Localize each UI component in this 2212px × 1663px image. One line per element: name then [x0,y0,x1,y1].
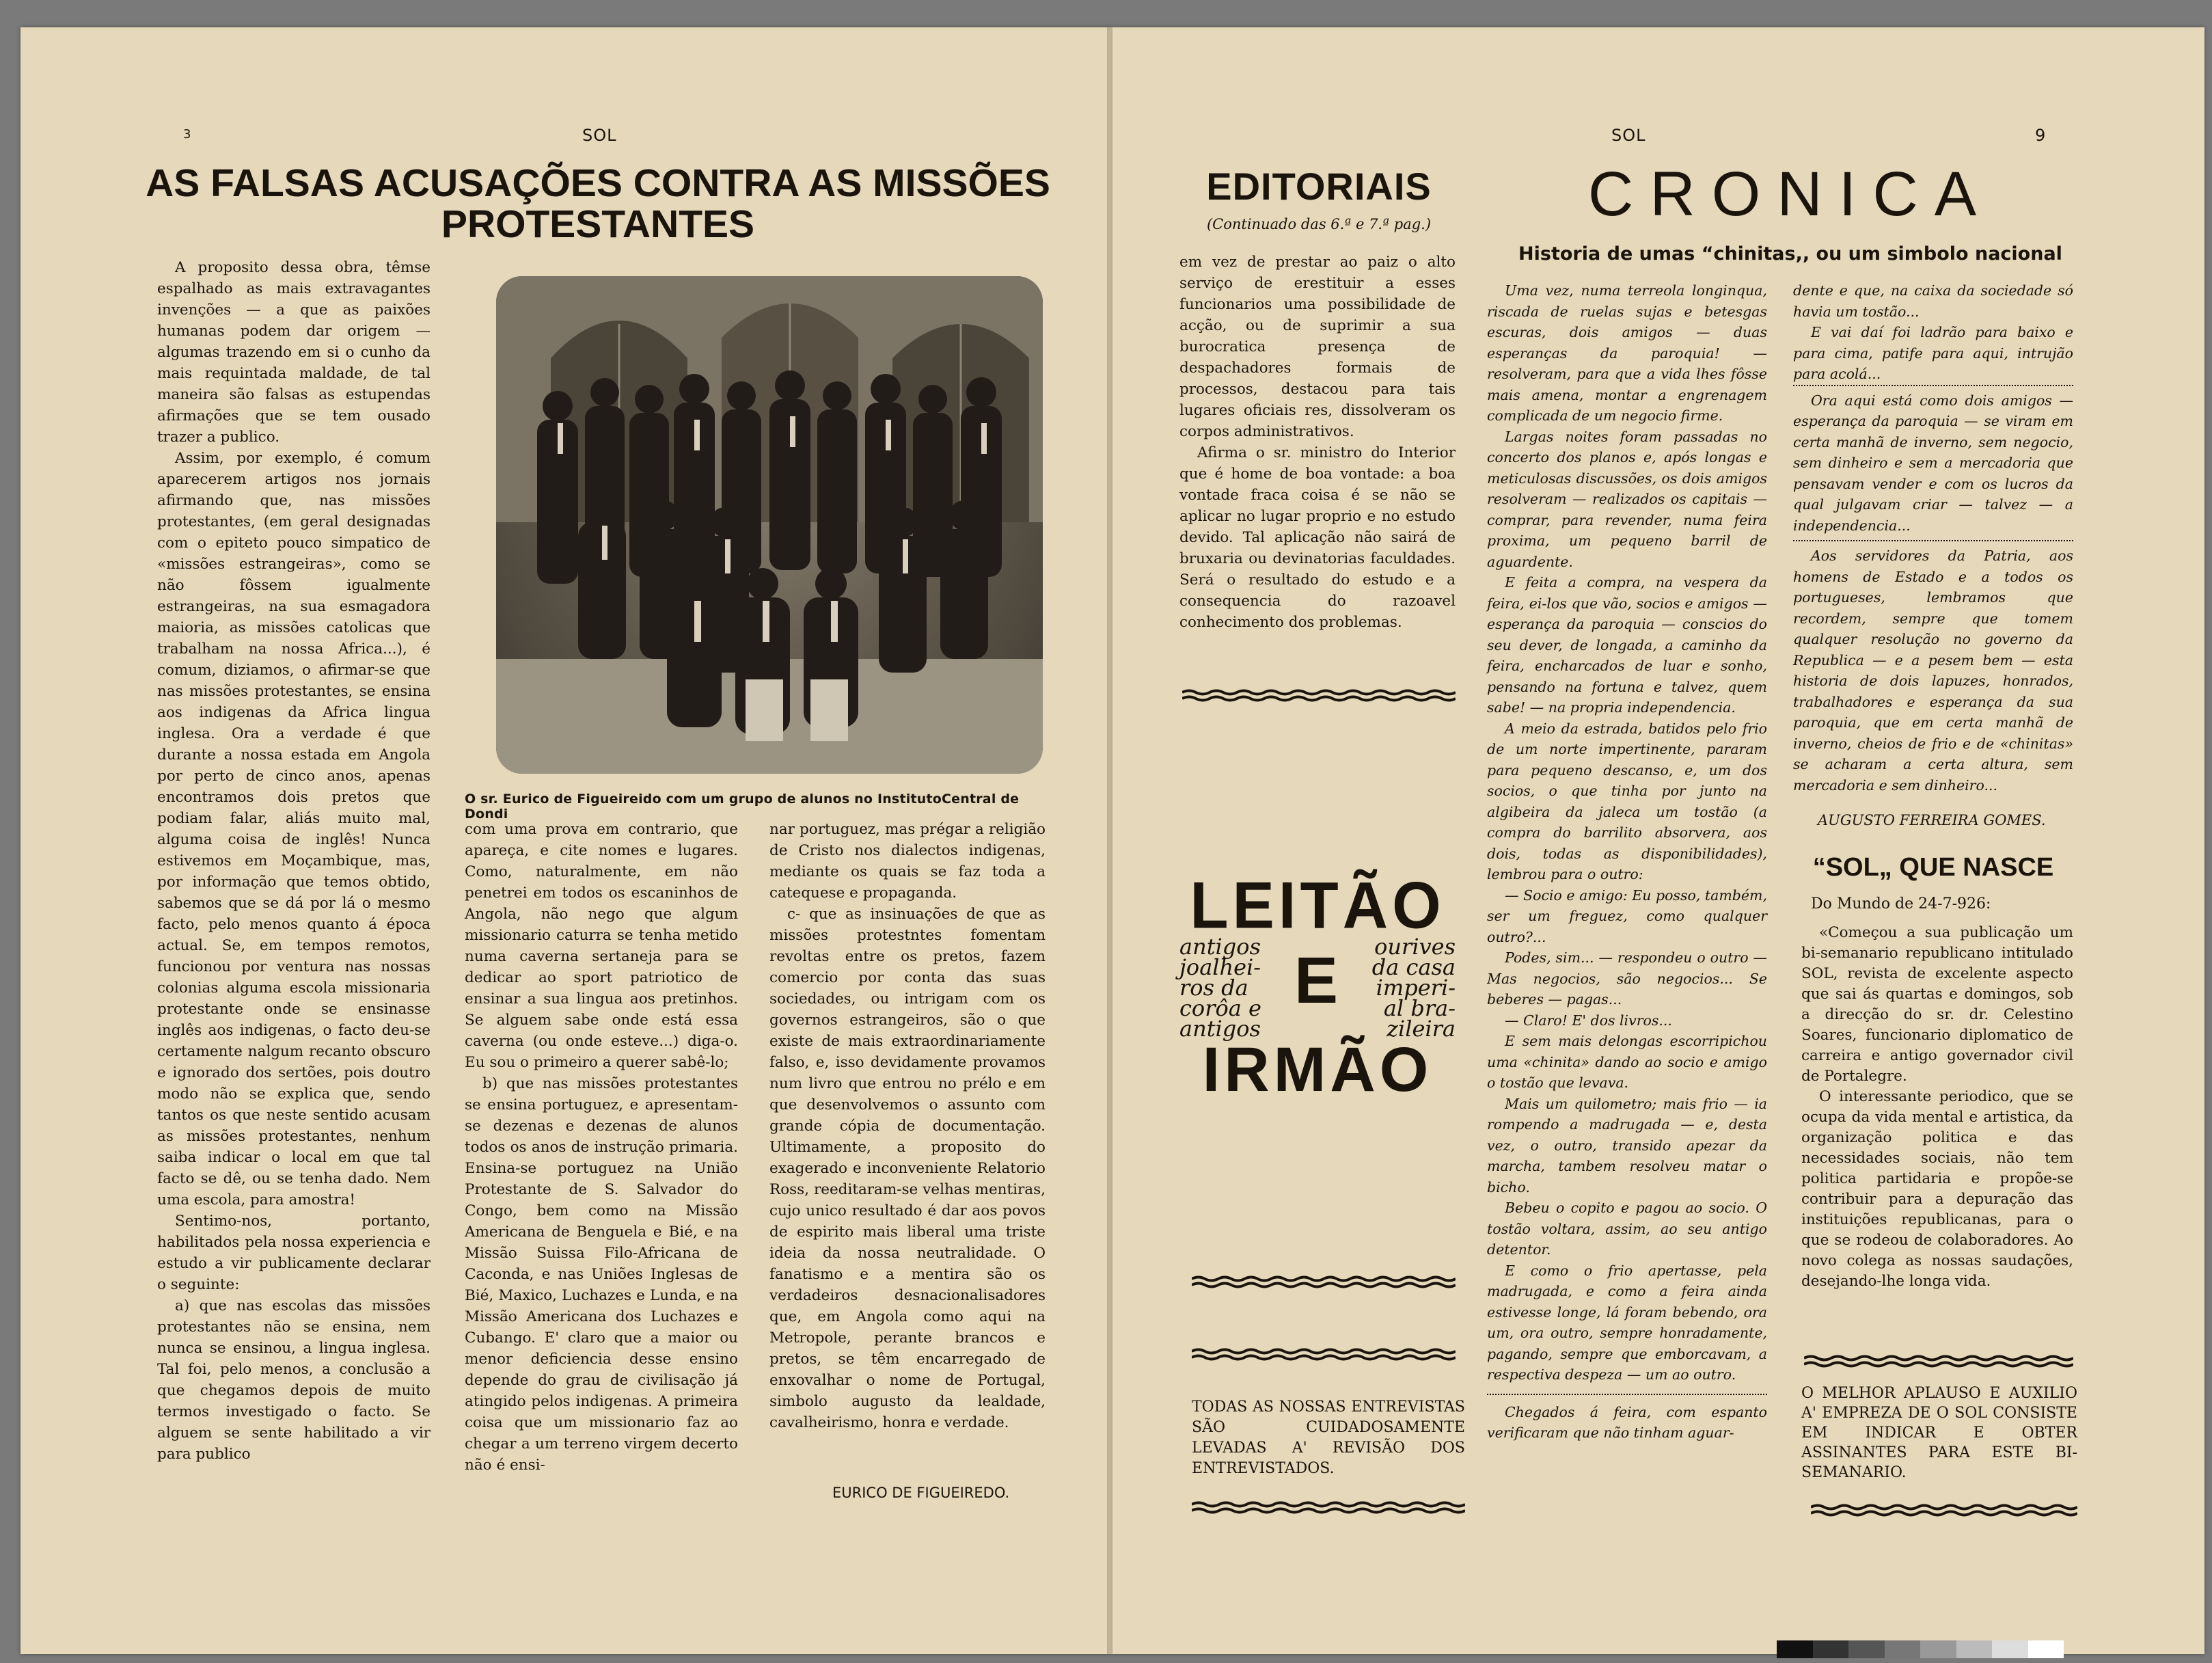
paragraph: «Começou a sua publicação um bi-semanario republicano intitulado SOL, revista de excelente aspecto que sai ás quartas e domingos, sob a direcção do sr. dr. Celestino Soares, funcionario diplomatico de carreira e antigo governador civil de Portalegre. [1801,924,2073,1085]
paragraph: — Socio e amigo: Eu posso, também, ser um freguez, como qualquer outro?... [1487,887,1767,945]
cronica-subtitle: Historia de umas “chinitas,, ou um simbolo nacional [1518,243,2062,265]
ad-line: antigos [1179,934,1261,960]
paragraph: E feita a compra, na vespera da feira, ei-los que vão, socios e amigos — esperança da paroquia — conscios do seu dever, de longada, a caminho da feira, encharcados de luar e sonho, pensando na fortuna e talvez, quem sabe! — na propria independencia. [1487,574,1767,716]
paragraph: Sentimo-nos, portanto, habilitados pela nossa experiencia e estudo a vir publicamente declarar o seguinte: [157,1213,431,1293]
headline-line-1: AS FALSAS ACUSAÇÕES CONTRA AS MISSÕES [146,161,1050,205]
ad-line: antigos [1179,1016,1261,1042]
ad-big-letter: E [1294,944,1339,1017]
ad-line: al bra- [1383,995,1456,1021]
editoriais-text [1179,252,1456,633]
page-number: 9 [2035,126,2047,145]
paragraph: a) que nas escolas das missões protestantes não se ensina, nem nunca se ensinou, a lingua inglesa. Tal foi, pelo menos, a conclusão a que chegamos depois de muito termos investigado o facto. Se alguem se sente habilitado a vir para publico [157,1297,431,1463]
paragraph: E vai daí foi ladrão para baixo e para cima, patife para aqui, intrujão para acolá... [1793,324,2073,382]
paragraph: Afirma o sr. ministro do Interior que é home de boa vontade: a boa vontade fraca coisa é se não se aplicar no lugar proprio e no estudo devido. Tal aplicação não sairá de bruxaria ou devinatorias faculdades. Será o resultado do estudo e a consequencia do razoavel conhecimento dos problemas. [1179,444,1456,631]
paragraph: Podes, sim... — respondeu o outro — Mas negocios, são negocios... Se beberes — pagas... [1487,949,1767,1008]
paragraph: c- que as insinuações de que as missões protestntes fomentam revoltas entre os pretos, fazem comercio por conta das suas sociedades, ou intrigam com os governos estrangeiros, são o que existe de mais extraordinariamente falso, e, isso devidamente provamos num livro que entrou no prélo e em que desenvolvemos o assunto com grande cópia de documentação. Ultimamente, a proposito do exagerado e inconveniente Relatorio Ross, reeditaram-se velhas mentiras, cujo unico resultado é dar aos povos de espirito mais liberal uma triste ideia da nossa neutralidade. O fanatismo e a mentira são os verdadeiros desnacionalisadores que, em Angola como aqui na Metropole, perante brancos e pretos, se têm encarregado de enxovalhar o nome de Portugal, simbolo augusto da lealdade, cavalheirismo, honra e verdade. [769,906,1046,1431]
subscription-appeal: O MELHOR APLAUSO E AUXILIO A' EMPREZA DE O SOL CONSISTE EM INDICAR E OBTER ASSINANTES PARA ESTE BI-SEMANARIO. [1801,1385,2077,1481]
headline-line-2: PROTESTANTES [441,202,755,246]
sol-nasce-title: “SOL„ QUE NASCE [1812,853,2054,882]
paragraph: Largas noites foram passadas no concerto dos planos e, após longas e meticulosas discussões, os dois amigos resolveram — realizados os capitais — comprar, para revender, numa feira proxima, um pequeno barril de aguardente. [1487,428,1767,570]
ornamental-rule [1192,1348,1456,1362]
paragraph: Mais um quilometro; mais frio — ia rompendo a madrugada — e, desta vez, o outro, transido apezar da marcha, tambem resolveu matar o bicho. [1487,1095,1767,1195]
article-column-2 [465,819,738,1476]
ad-line: imperi- [1376,975,1456,1001]
ad-left-text [1179,934,1292,1042]
editoriais-title: EDITORIAIS [1206,165,1432,208]
article-signature: EURICO DE FIGUEIREDO. [832,1485,1010,1501]
leitao-irmao-ad [1179,869,1456,1107]
paragraph: Bebeu o copito e pagou ao socio. O tostão voltara, assim, ao seu antigo detentor. [1487,1200,1767,1258]
paragraph: Chegados á feira, com espanto verificaram que não tinham aguar- [1487,1394,1767,1444]
ad-line: zileira [1387,1016,1456,1042]
paragraph: Assim, por exemplo, é comum aparecerem artigos nos jornais afirmando que, nas missões protestantes, (em geral designadas com o epiteto pouco simpatico de «missões estrangeiras», como se não fôssem igualmente estrangeiras, na sua esmagadora maioria, as missões catolicas que trabalham na nossa Africa...), é comum, diziamos, o afirmar-se que nas missões protestantes, se ensina aos indigenas da Africa lingua inglesa. Ora a verdade é que durante a nossa estada em Angola por perto de cinco anos, apenas encontramos dois pretos que podiam falar, aliás muito mal, alguma coisa de inglês! Nunca estivemos em Moçambique, mas, por informação que temos obtido, sabemos que se dá por lá o mesmo facto, pelo menos quanto á época actual. Se, em tempos remotos, funcionou por ventura nas nossas colonias alguma escola missionaria protestante onde se ensinasse inglês aos indigenas, o facto deu-se certamente nalgum recanto obscuro e ignorado dos sertões, pois doutro modo não se explica que, sendo tantos os que neste sentido acusam as missões protestantes, nenhum saiba indicar o local em que tal facto se dê, ou se tenha dado. Nem uma escola, para amostra! [157,450,431,1208]
interviews-notice: TODAS AS NOSSAS ENTREVISTAS SÃO CUIDADOSAMENTE LEVADAS A' REVISÃO DOS ENTREVISTADOS. [1192,1398,1465,1477]
archive-color-bar [1777,1640,2064,1658]
paragraph: nar portuguez, mas prégar a religião de Cristo nos dialectos indigenas, mediante os quais se faz toda a catequese e propaganda. [769,821,1046,902]
ad-top-word: LEITÃO [1190,869,1445,943]
paragraph: E sem mais delongas escorripichou uma «chinita» dando ao socio e amigo o tostão que levava. [1487,1033,1767,1091]
ad-line: joalhei- [1179,954,1261,980]
article-column-3 [769,819,1046,1433]
ornamental-rule [1192,1275,1456,1289]
ad-right-text [1343,934,1456,1042]
paragraph: b) que nas missões protestantes se ensina portuguez, e apresentam-se dezenas e dezenas de alunos todos os anos de instrução primaria. Ensina-se portuguez na União Protestante de S. Salvador do Congo, bem como na Missão Americana de Benguela e Bié, e na Missão Suissa Filo-Africana de Caconda, e nas Uniões Inglesas de Bié, Maxico, Luchazes e Lunda, e na Missão Americana dos Luchazes e Cubango. E' claro que a maior ou menor deficiencia desse ensino depende do grau de civilisação já atingido pelos indigenas. A primeira coisa que um missionario faz ao chegar a um terreno virgem decerto não é ensi- [465,1075,738,1474]
paragraph: — Claro! E' dos livros... [1505,1012,1672,1029]
paragraph: dente e que, na caixa da sociedade só havia um tostão... [1793,282,2073,320]
cronica-column-1 [1487,280,1767,1444]
ad-line: ros da [1179,975,1248,1001]
page-marker: 3 [183,127,192,141]
photo-illustration [496,276,1043,774]
paragraph: A proposito dessa obra, têmse espalhado as mais extravagantes invenções — a que as paixões humanas podem dar origem — algumas trazendo em si o cunho da mais requintada maldade, de tal maneira são falsas as estupendas afirmações que se tem ousado trazer a publico. [157,259,431,446]
paragraph: com uma prova em contrario, que apareça, e cite nomes e lugares. Como, naturalmente, em não penetrei em todos os escaninhos de Angola, não nego que algum missionario caturra se tenha metido numa caverna sertaneja para se dedicar ao sport patriotico de ensinar a sua lingua aos pretinhos. Se alguem sabe onde está essa caverna (ou onde esteve...) diga-o. Eu sou o primeiro a querer sabê-lo; [465,821,738,1071]
paragraph: em vez de prestar ao paiz o alto serviço de erestituir a esses funcionarios uma possibilidade de acção, ou de suprimir a sua burocratica presença de despachadores formais de processos, destacou para tais lugares oficiais res, dissolveram os corpos administrativos. [1179,254,1456,440]
ornamental-rule [1811,1504,2077,1517]
paragraph: E como o frio apertasse, pela madrugada, e como a feira ainda estivesse longe, lá foram bebendo, ora um, ora outro, sempre honradamente, pagando, sempre que emborcavam, a respectiva despeza — um ao outro. [1487,1262,1767,1383]
running-head-left: SOL [582,126,617,145]
ornamental-rule [1182,689,1456,703]
cronica-author: AUGUSTO FERREIRA GOMES. [1818,812,2046,828]
sol-nasce-text [1801,923,2073,1292]
paragraph: Aos servidores da Patria, aos homens de Estado e a todos os portugueses, lembramos que recordem, sempre que tomem qualquer resolução no governo da Republica — e a pesem bem — esta historia de dois lapuzes, honrados, trabalhadores e esperança da sua paroquia, que em certa manhã de inverno, cheios de frio e de «chinitas» se acharam a certa altura, sem mercadoria e sem dinheiro... [1793,540,2073,796]
editoriais-subtitle: (Continuado das 6.ª e 7.ª pag.) [1206,216,1432,232]
paragraph: Ora aqui está como dois amigos — esperança da paroquia — se viram em certa manhã de inverno, sem negocio, sem dinheiro e sem a mercadoria que pensavam vender e com os lucros da qual julgavam criar — talvez — a independencia... [1793,385,2073,537]
ad-line: ourives [1374,934,1456,960]
article-headline [144,163,1052,245]
group-photo [496,276,1043,774]
paragraph: Uma vez, numa terreola longinqua, riscada de ruelas sujas e betesgas escuras, dois amigos — duas esperanças da paroquia! — resolveram, para que a vida lhes fôsse mais amena, montar a engrenagem complicada de um negocio firme. [1487,282,1767,424]
running-head-right: SOL [1611,126,1646,145]
ad-bottom-word: IRMÃO [1202,1035,1433,1105]
paragraph: O interessante periodico, que se ocupa da vida mental e artistica, da organização politica e das necessidades sociais, não tem politica partidaria e propõe-se contribuir para a depuração das instituições republicanas, para o que se rodeou de colaboradores. Ao novo colega as nossas saudações, desejando-lhe longa vida. [1801,1088,2073,1290]
cronica-column-2 [1793,280,2073,796]
sol-nasce-source: Do Mundo de 24-7-926: [1811,895,1991,912]
ad-line: corôa e [1179,995,1261,1021]
ornamental-rule [1804,1355,2073,1368]
ad-line: da casa [1371,954,1456,980]
cronica-title: CRONICA [1587,159,1993,229]
ornamental-rule [1192,1501,1465,1515]
photo-caption: O sr. Eurico de Figueireido com um grupo de alunos no InstitutoCentral de Dondi [465,792,1020,822]
paragraph: A meio da estrada, batidos pelo frio de um norte impertinente, pararam para pequeno descanso, e, um dos socios, o que tinha por junto na algibeira da jaleca um tostão (a compra do barrilito absorvera, aos dois, todas as disponibilidades), lembrou para o outro: [1487,720,1767,882]
article-column-1 [157,257,431,1465]
